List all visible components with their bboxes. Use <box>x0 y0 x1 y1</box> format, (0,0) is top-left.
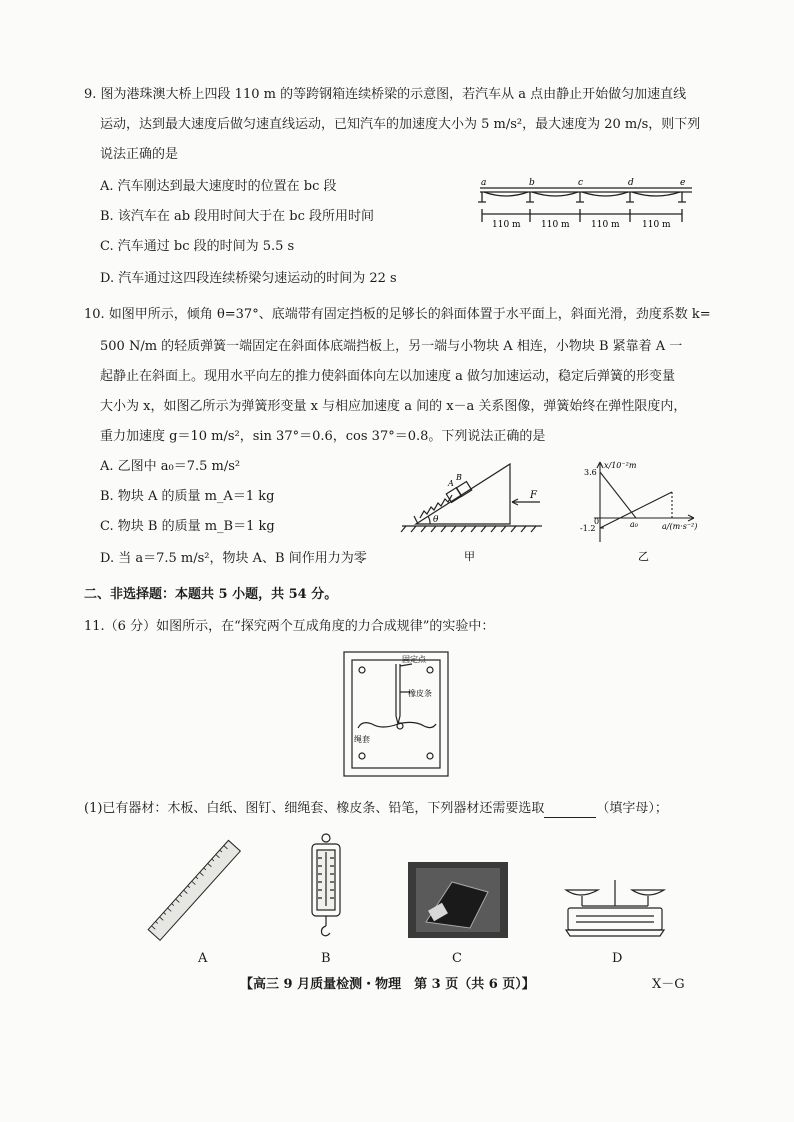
angle-theta-label: θ <box>433 515 439 525</box>
q9-stem-line-2: 运动，达到最大速度后做匀速直线运动，已知汽车的加速度大小为 5 m/s²，最大速度为 20 m/s，则下列 <box>100 117 701 132</box>
q10-option-d: D. 当 a＝7.5 m/s²，物块 A、B 间作用力为零 <box>100 551 367 566</box>
q9-option-c: C. 汽车通过 bc 段的时间为 5.5 s <box>100 239 295 254</box>
section-2-heading: 二、非选择题：本题共 5 小题，共 54 分。 <box>84 587 338 602</box>
graph-origin: 0 <box>594 517 600 526</box>
q10-stem-line-1: 10. 如图甲所示，倾角 θ=37°、底端带有固定挡板的足够长的斜面体置于水平面上，斜面光滑，劲度系数 k= <box>84 307 711 322</box>
q11-stem: 11.（6 分）如图所示，在“探究两个互成角度的力合成规律”的实验中： <box>84 619 495 634</box>
graph-y-axis-label: x/10⁻²m <box>604 461 637 470</box>
equipment-label-c: C <box>452 951 462 966</box>
q11-sub1 <box>84 800 668 818</box>
q10-option-b: B. 物块 A 的质量 m_A＝1 kg <box>100 489 275 504</box>
equipment-label-b: B <box>321 951 331 966</box>
incline-figure-jia <box>400 456 550 566</box>
page-code: X－G <box>652 977 685 992</box>
q10-stem-line-5: 重力加速度 g＝10 m/s²，sin 37°＝0.6，cos 37°＝0.8。下列说法正确的是 <box>100 429 546 444</box>
page-footer: 【高三 9 月质量检测・物理 第 3 页（共 6 页）】 <box>240 977 535 992</box>
board-rubber-band-label: 橡皮条 <box>408 689 432 698</box>
q9-stem-line-1: 9. 图为港珠澳大桥上四段 110 m 的等跨钢箱连续桥梁的示意图，若汽车从 a 点由静止开始做匀加速直线 <box>84 87 687 102</box>
bridge-point-e: e <box>680 178 686 188</box>
board-fixed-point-label: 固定点 <box>402 655 426 664</box>
graph-y-bottom: -1.2 <box>580 524 596 533</box>
ruler-icon <box>130 836 260 946</box>
bridge-span-4: 110 m <box>642 220 671 230</box>
q10-stem-line-3: 起静止在斜面上。现用水平向左的推力使斜面体向左以加速度 a 做匀加速运动，稳定后弹簧的形变量 <box>100 369 676 384</box>
bridge-span-3: 110 m <box>591 220 620 230</box>
q10-option-a: A. 乙图中 a₀＝7.5 m/s² <box>100 459 241 474</box>
answer-blank[interactable] <box>544 803 596 818</box>
force-board-figure <box>342 650 452 780</box>
bridge-point-c: c <box>578 178 584 188</box>
equipment-label-a: A <box>198 951 208 966</box>
figure-yi-caption: 乙 <box>638 550 649 563</box>
graph-y-top: 3.6 <box>584 468 597 477</box>
bridge-span-1: 110 m <box>492 220 521 230</box>
block-a-label: A <box>448 479 454 488</box>
q9-option-d: D. 汽车通过这四段连续桥梁匀速运动的时间为 22 s <box>100 271 397 286</box>
figure-jia-caption: 甲 <box>464 550 475 563</box>
q9-option-b: B. 该汽车在 ab 段用时间大于在 bc 段所用时间 <box>100 209 375 224</box>
board-rope-label: 绳套 <box>354 735 370 744</box>
bridge-point-d: d <box>628 178 634 188</box>
q11-sub1-tail: （填字母）； <box>596 801 668 816</box>
q9-option-a: A. 汽车刚达到最大速度时的位置在 bc 段 <box>100 179 337 194</box>
block-b-label: B <box>456 473 462 482</box>
bridge-figure <box>470 176 700 238</box>
balance-scale-icon <box>560 876 670 942</box>
x-a-graph-yi <box>580 456 705 566</box>
bridge-span-2: 110 m <box>541 220 570 230</box>
q9-stem-line-3: 说法正确的是 <box>100 147 179 162</box>
q11-sub1-text: (1)已有器材：木板、白纸、图钉、细绳套、橡皮条、铅笔，下列器材还需要选取 <box>84 801 545 816</box>
bridge-point-b: b <box>529 178 535 188</box>
bridge-point-a: a <box>481 178 487 188</box>
q10-stem-line-4: 大小为 x，如图乙所示为弹簧形变量 x 与相应加速度 a 间的 x－a 关系图像，弹簧始终在弹性限度内， <box>100 399 687 414</box>
equipment-label-d: D <box>612 951 623 966</box>
spring-scale-icon <box>306 832 346 944</box>
stopwatch-photo-icon <box>408 862 508 938</box>
graph-x-axis-label: a/(m·s⁻²) <box>662 522 698 531</box>
force-f-label: F <box>530 490 537 501</box>
q10-stem-line-2: 500 N/m 的轻质弹簧一端固定在斜面体底端挡板上，另一端与小物块 A 相连，小物块 B 紧靠着 A 一 <box>100 339 683 354</box>
q10-option-c: C. 物块 B 的质量 m_B＝1 kg <box>100 519 275 534</box>
graph-a0-mark: a₀ <box>630 520 638 529</box>
